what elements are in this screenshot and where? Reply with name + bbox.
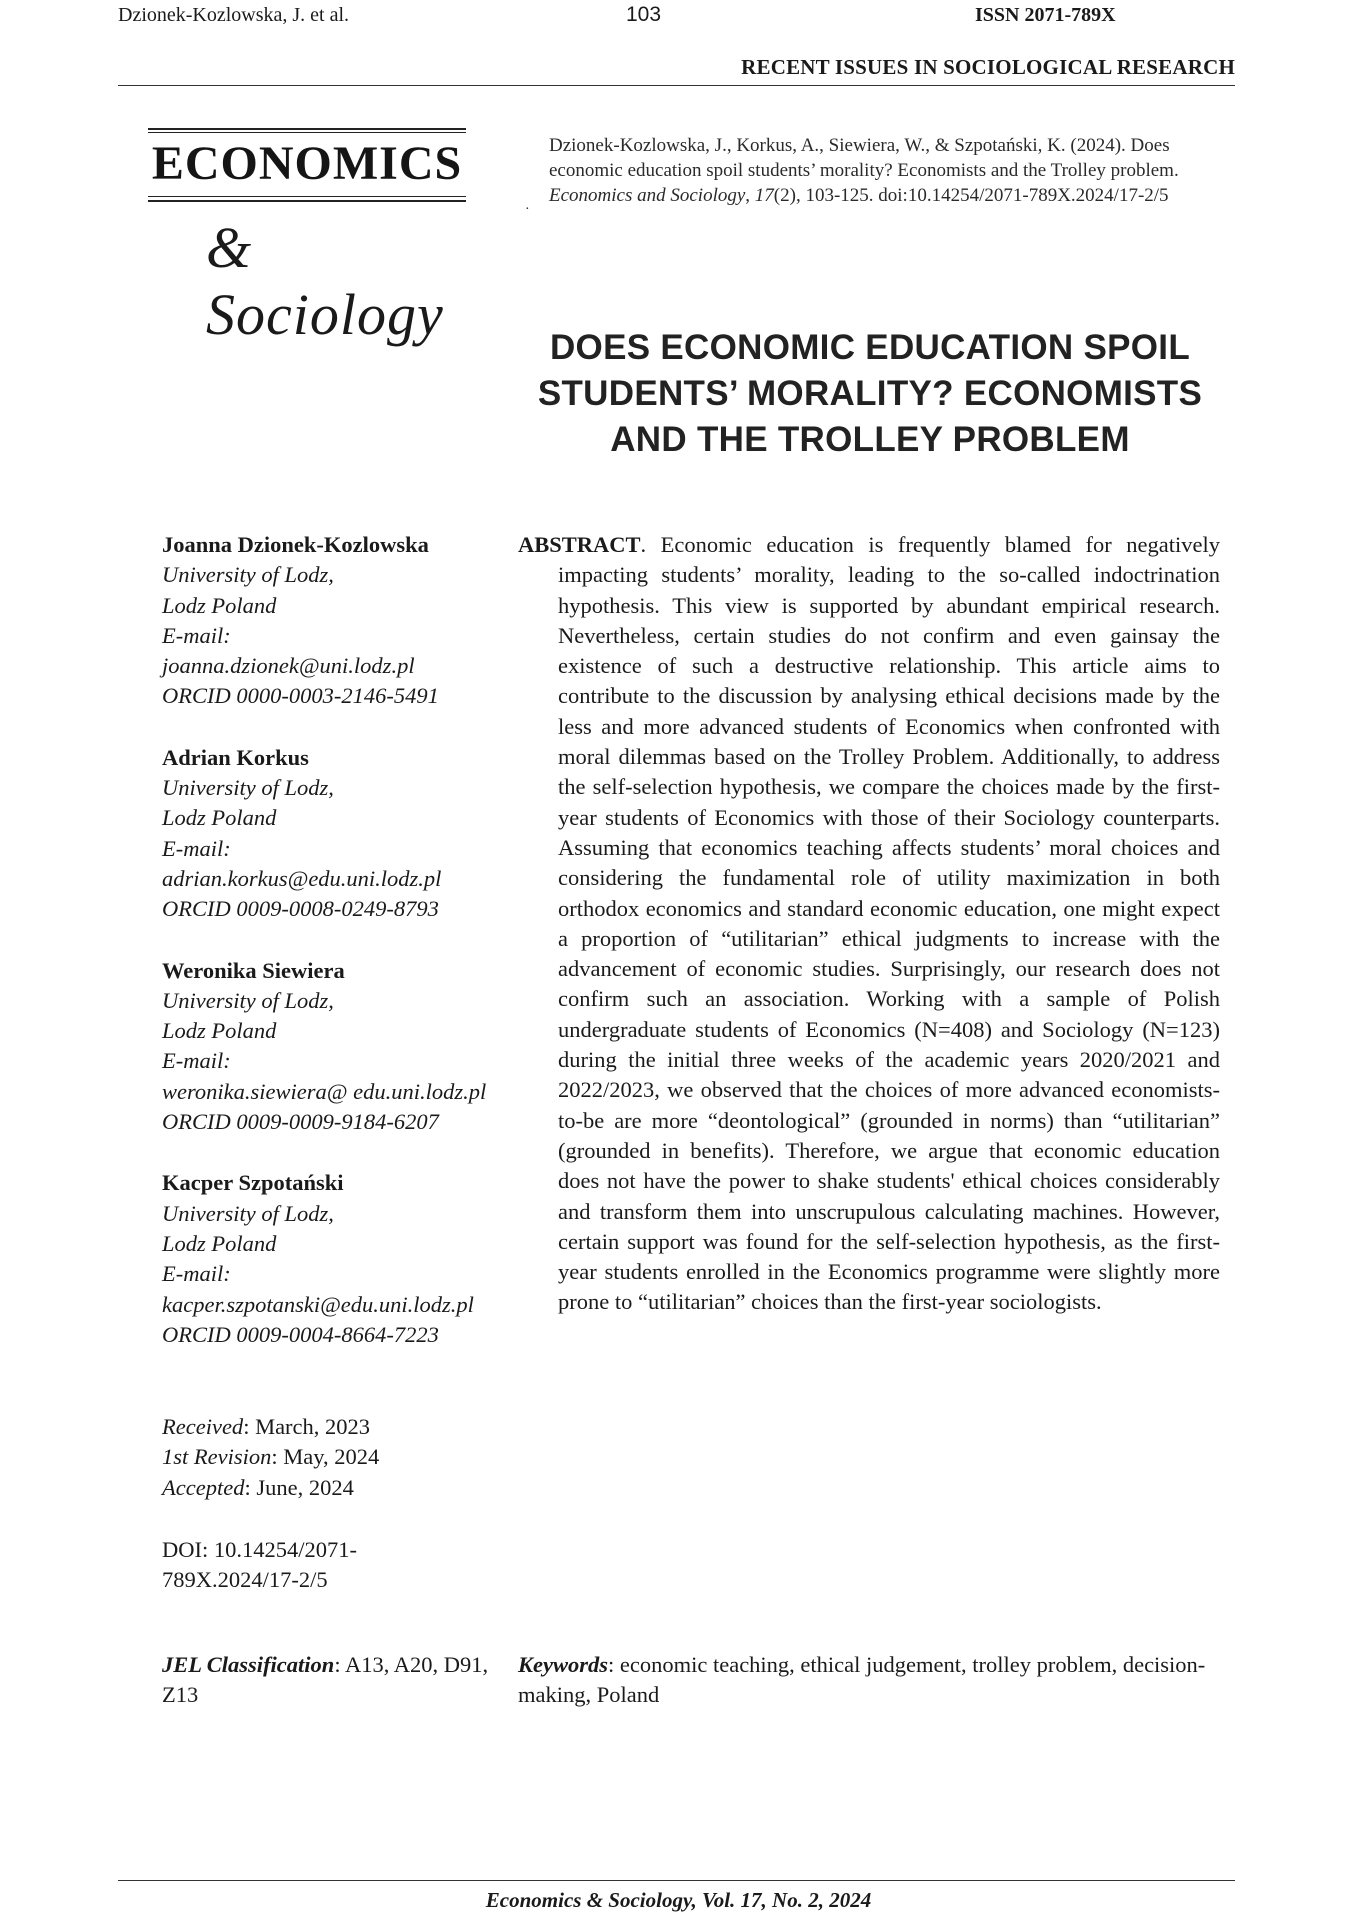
author-name: Adrian Korkus	[162, 744, 309, 770]
author-location: Lodz Poland	[162, 592, 277, 618]
author-name: Joanna Dzionek-Kozlowska	[162, 532, 429, 557]
author-email[interactable]: adrian.korkus@edu.uni.lodz.pl	[162, 865, 442, 891]
author-email-label: E-mail:	[162, 622, 231, 648]
logo-economics-text: ECONOMICS	[151, 137, 463, 190]
keywords	[518, 1650, 1238, 1711]
citation-block	[549, 133, 1237, 208]
doi-line-2: 789X.2024/17-2/5	[162, 1567, 328, 1593]
series-title: RECENT ISSUES IN SOCIOLOGICAL RESEARCH	[741, 55, 1235, 79]
author-list	[162, 530, 502, 1596]
author-email-label: E-mail:	[162, 1048, 231, 1074]
citation-volume: 17	[754, 185, 774, 206]
author-affiliation: University of Lodz,	[162, 775, 334, 801]
date-accepted-label: Accepted	[162, 1474, 245, 1500]
date-received	[162, 1412, 502, 1442]
journal-footer: Economics & Sociology, Vol. 17, No. 2, 2024	[485, 1888, 872, 1912]
date-accepted	[162, 1473, 502, 1503]
jel-codes: : A13, A20, D91, Z13	[162, 1652, 489, 1708]
date-revision-label: 1st Revision	[162, 1444, 272, 1470]
article-title: DOES ECONOMIC EDUCATION SPOIL STUDENTS’ MORALITY? ECONOMISTS AND THE TROLLEY PROBLEM	[537, 328, 1203, 459]
running-header-authors: Dzionek-Kozlowska, J. et al.	[118, 4, 350, 26]
journal-logo	[146, 126, 468, 347]
author-affiliation: University of Lodz,	[162, 1200, 334, 1226]
page-number: 103	[626, 3, 662, 26]
author-email[interactable]: kacper.szpotanski@edu.uni.lodz.pl	[162, 1291, 474, 1317]
keywords-label: Keywords	[518, 1652, 608, 1677]
author-entry	[162, 530, 502, 712]
citation-pages: (2), 103-125. doi:10.14254/2071-789X.2024/17-2/5	[773, 185, 1169, 206]
author-location: Lodz Poland	[162, 1018, 277, 1044]
abstract-label: ABSTRACT	[518, 532, 641, 557]
jel-classification	[162, 1650, 502, 1711]
author-affiliation: University of Lodz,	[162, 987, 334, 1013]
author-orcid: ORCID 0009-0009-9184-6207	[162, 1109, 439, 1135]
footer-divider	[118, 1880, 1235, 1881]
logo-sociology-text: & Sociology	[206, 215, 444, 347]
author-email-label: E-mail:	[162, 1261, 231, 1287]
date-revision	[162, 1442, 502, 1472]
issn: ISSN 2071-789X	[975, 4, 1116, 26]
date-received-value: : March, 2023	[243, 1414, 371, 1440]
date-accepted-value: : June, 2024	[244, 1474, 354, 1500]
citation-bullet: ·	[525, 202, 530, 217]
citation-text: Dzionek-Kozlowska, J., Korkus, A., Siewiera, W., & Szpotański, K. (2024). Does economic education spoil students’ morality? Economists and the Trolley problem.	[549, 135, 1179, 181]
author-location: Lodz Poland	[162, 1230, 277, 1256]
author-location: Lodz Poland	[162, 805, 277, 831]
author-entry	[162, 956, 502, 1138]
doi-block	[162, 1535, 502, 1596]
author-email[interactable]: weronika.siewiera@ edu.uni.lodz.pl	[162, 1078, 487, 1104]
author-orcid: ORCID 0000-0003-2146-5491	[162, 683, 439, 709]
citation-journal: Economics and Sociology	[549, 185, 746, 206]
abstract	[518, 530, 1220, 1318]
submission-dates	[162, 1412, 502, 1503]
author-name: Kacper Szpotański	[162, 1170, 344, 1196]
author-orcid: ORCID 0009-0004-8664-7223	[162, 1321, 439, 1347]
author-email-label: E-mail:	[162, 835, 231, 861]
doi-line-1: DOI: 10.14254/2071-	[162, 1537, 357, 1563]
jel-label: JEL Classification	[162, 1652, 335, 1677]
date-revision-value: : May, 2024	[271, 1444, 380, 1470]
keywords-list: : economic teaching, ethical judgement, trolley problem, decision-making, Poland	[518, 1652, 1206, 1708]
author-email[interactable]: joanna.dzionek@uni.lodz.pl	[162, 653, 415, 679]
header-divider	[118, 85, 1235, 86]
citation-sep: ,	[745, 185, 755, 206]
author-orcid: ORCID 0009-0008-0249-8793	[162, 896, 439, 922]
author-affiliation: University of Lodz,	[162, 562, 334, 588]
abstract-text: . Economic education is frequently blamed for negatively impacting students’ morality, leading to the so-called indoctrination hypothesis. This view is supported by abundant empirical research. Nevertheless, certain studies do not confirm and even gainsay the existence of such a destructive relationship. This article aims to contribute to the discussion by analysing ethical decisions made by the less and more advanced students of Economics when confronted with moral dilemmas based on the Trolley Problem. Additionally, to address the self-selection hypothesis, we compare the choices made by the first-year students of Economics with those of their Sociology counterparts. Assuming that economics teaching affects students’ moral choices and considering the fundamental role of utility maximization in both orthodox economics and standard economic education, one might expect a proportion of “utilitarian” ethical judgments to increase with the advancement of economic studies. Surprisingly, our research does not confirm such an association. Working with a sample of Polish undergraduate students of Economics (N=408) and Sociology (N=123) during the initial three weeks of the academic years 2020/2021 and 2022/2023, we observed that the choices of more advanced economists-to-be are more “deontological” (grounded in norms) than “utilitarian” (grounded in benefits). Therefore, we argue that economic education does not have the power to shake students' ethical choices considerably and transform them into unscrupulous calculating machines. However, certain support was found for the self-selection hypothesis, as the first-year students enrolled in the Economics programme were slightly more prone to “utilitarian” choices than the first-year sociologists.	[558, 532, 1220, 1315]
author-name: Weronika Siewiera	[162, 957, 345, 983]
date-received-label: Received	[162, 1414, 244, 1440]
author-entry	[162, 743, 502, 925]
author-entry	[162, 1168, 502, 1350]
